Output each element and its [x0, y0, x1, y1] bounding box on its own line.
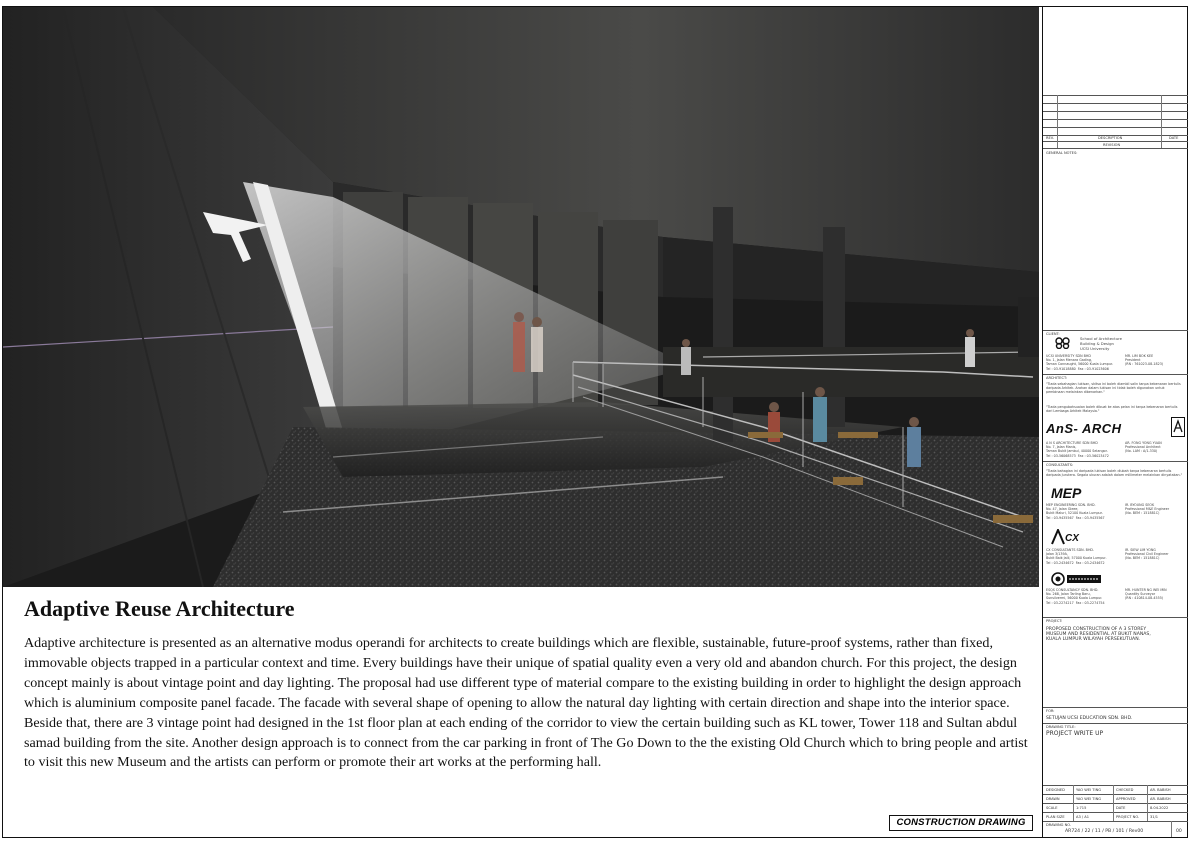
detail-drawn-label: DRAWN	[1046, 797, 1060, 801]
client-contact: MR. LIM BOK KEE President (RN : 761023-08-1823)	[1125, 354, 1164, 367]
client-label: CLIENT:	[1046, 332, 1060, 336]
detail-designed-value: YAO WEI TING	[1076, 788, 1102, 792]
qs-address: ESQS CONSULTANCY SDN. BHD. No. 268, Jalan Tarling Baru, Sunsilvermi, 56000 Kuala Lumpur. Tel : 03-2274217 Fax : 03-2274754	[1046, 588, 1105, 605]
qs-contact: MR. HUNTER NG WEI MIN Quantity Surveyor (RN : 410814-08-4555)	[1125, 588, 1167, 601]
cx-logo: CX	[1065, 533, 1079, 544]
for-value: SETUJAN UCSI EDUCATION SDN. BHD.	[1046, 716, 1133, 721]
client-address: UCSI UNIVERSITY SDN BHD No. 1, Jalan Menara Gading, Taman Connaught, 56000 Kuala Lumpur. Tel : 03-91018880 Fax : 03-91023606	[1046, 354, 1114, 371]
ucsi-logo-icon	[1055, 337, 1077, 349]
detail-approved-label: APPROVED	[1116, 797, 1136, 801]
drawing-title-value: PROJECT WRITE UP	[1046, 730, 1104, 737]
detail-checked-label: CHECKED	[1116, 788, 1134, 792]
sheet-number: 00	[1176, 829, 1182, 834]
consultants-note: "Tiada bahagian ini daripada lukisan boleh diubah tanpa kebenaran bertulis daripada Jurutera. Segala ukuran adalah dalam millimeter melainkan dinyatakan."	[1046, 469, 1183, 478]
client-name: School of Architecture	[1080, 336, 1122, 341]
drawing-title-label: DRAWING TITLE:	[1046, 725, 1076, 729]
client-line2: Building & Design	[1080, 341, 1114, 346]
write-up-paragraph: Adaptive architecture is presented as an alternative modus operandi for architects to create buildings which are flexible, sustainable, future-proof systems, rather than fixed, immovable objects trapped in a particular context and time. Every buildings have their unique of spatial quality even a very old and abandon church. For this project, the design concept mainly is about vintage point and day lighting. The proposal had use different type of material compare to the existing building in order to highlight the design approach which is aluminium composite panel facade. The facade with several shape of opening to allow the natural day lighting with certain direction and shape into the interior space. Beside that, there are 3 vintage point had designed in the 1st floor plan at each ending of the corridor to view the certain building such as KL tower, Tower 118 and Sultan abdul samad building from the site. Another design approach is to connect from the car parking in front of The Go Down to the the existing Old Church which to bring people and artist to visit this new Museum and the artists can perform or promote their art works at the performing hall.	[24, 635, 1028, 771]
rev-header-date: DATE	[1169, 136, 1179, 140]
detail-approved-value: AR. BABISH	[1150, 797, 1171, 801]
architect-firm-logo: AnS- ARCH	[1046, 421, 1122, 436]
interior-rendering	[3, 7, 1039, 587]
title-block	[1042, 7, 1188, 837]
detail-date-label: DATE	[1116, 806, 1126, 810]
detail-designed-label: DESIGNED	[1046, 788, 1065, 792]
cx-logo-icon	[1051, 529, 1065, 545]
detail-plansize-label: PLAN SIZE	[1046, 815, 1065, 819]
detail-scale-value: 1:715	[1076, 806, 1087, 810]
mep-address: MEP ENGINEERING SDN. BHD. No. 47, Jalan Gleee, Bukit Maluri, 52100 Kuala Lumpur. Tel : 03-9435567 Fax : 03-9435567	[1046, 503, 1105, 520]
project-label: PROJECT:	[1046, 619, 1063, 623]
detail-projectno-label: PROJECT NO.	[1116, 815, 1140, 819]
architect-note-1: "Tiada sebahagian lukisan, skitsa ini boleh diambil salin tanpa kebenaran bertulis daripada Arkitek. Arahan dalam lukisan ini tidak boleh digunakan untuk pembinaan melainkan dibenarkan."	[1046, 382, 1182, 395]
architect-label: ARCHITECT:	[1046, 376, 1068, 380]
page-title: Adaptive Reuse Architecture	[24, 596, 295, 621]
cx-address: CX CONSULTANTS SDN. BHD. Jalan 3/139A, Bukit Baik Jalil, 57000 Kuala Lumpur. Tel : 03-2434672 Fax : 03-2434672	[1046, 548, 1107, 565]
construction-drawing-stamp: CONSTRUCTION DRAWING	[889, 815, 1033, 831]
rev-header-description: DESCRIPTION	[1098, 136, 1123, 140]
drawing-no-label: DRAWING NO.	[1046, 823, 1072, 827]
detail-plansize-value: A3 / A1	[1076, 815, 1089, 819]
mep-contact: IR. BYOUNG SEOK Professional M&E Engineer (No. BEM : 151881C)	[1125, 503, 1170, 516]
architect-firm-address: A N S ARCHITECTURE SDN BHD No. 7, Jalan Manis, Taman Bukit Jambul, 40000 Selangor. Tel : 03-56068573 Fax : 03-56023472	[1046, 441, 1109, 458]
client-line3: UCSI University	[1080, 346, 1110, 351]
detail-scale-label: SCALE	[1046, 806, 1058, 810]
for-label: FOR:	[1046, 709, 1055, 713]
consultants-label: CONSULTANTS:	[1046, 463, 1074, 467]
detail-projectno-value: 31/1	[1150, 815, 1159, 819]
architect-registration-icon	[1171, 417, 1185, 437]
detail-drawn-value: YAO WEI TING	[1076, 797, 1102, 801]
detail-checked-value: AR. BABISH	[1150, 788, 1171, 792]
drawing-no-value: AR724 / 22 / 11 / PB / 101 / Rev00	[1065, 829, 1144, 834]
rev-header-rev: REV.	[1046, 136, 1054, 140]
revision-label: REVISION	[1103, 142, 1121, 147]
write-up-panel	[10, 592, 1030, 832]
project-description: PROPOSED CONSTRUCTION OF A 3 STOREY MUSEUM AND RESIDENTIAL AT BUKIT NANAS, KUALA LUMPUR WILAYAH PERSEKUTUAN.	[1046, 627, 1151, 643]
cx-contact: IR. SIEW LIM YONG Professional Civil Engineer (No. BEM : 151881C)	[1125, 548, 1169, 561]
mep-logo: MEP	[1051, 485, 1082, 501]
detail-date-value: 8.04.2022	[1150, 806, 1169, 810]
general-notes-label: GENERAL NOTES:	[1046, 151, 1078, 155]
architect-firm-contact: AR. FONG YONG YUAN Professional Architect (No. LAM : A/1-330)	[1125, 441, 1162, 454]
architect-note-2: "Tiada pengubahsuaian boleh dibuat ke atas pelan ini tanpa kebenaran bertulis dari Lembaga Arkitek Malaysia."	[1046, 405, 1179, 414]
qs-logo-icon	[1051, 572, 1103, 586]
